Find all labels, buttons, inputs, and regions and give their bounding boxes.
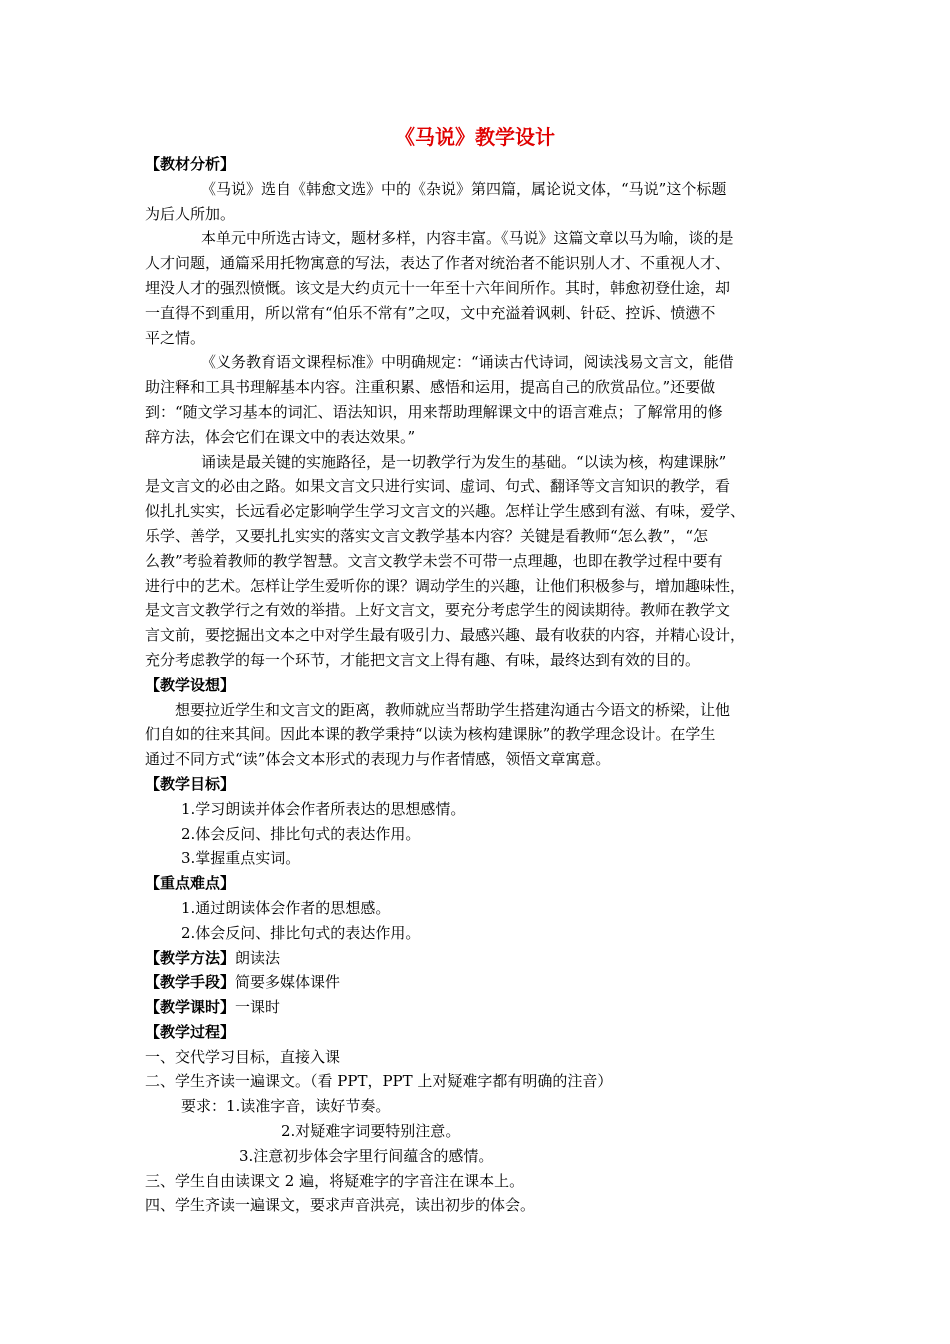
paragraph-line: 到：“随文学习基本的词汇、语法知识，用来帮助理解课文中的语言难点；了解常用的修 — [145, 402, 723, 421]
process-step: 二、学生齐读一遍课文。（看 PPT，PPT 上对疑难字都有明确的注音） — [145, 1072, 613, 1091]
paragraph-line: 是文言文的必由之路。如果文言文只进行实词、虚词、句式、翻译等文言知识的教学，看 — [145, 477, 731, 496]
section-heading-hours: 【教学课时】 — [145, 998, 236, 1017]
paragraph-line: 埋没人才的强烈愤慨。该文是大约贞元十一年至十六年间所作。其时，韩愈初登仕途，却 — [145, 278, 731, 297]
paragraph-line: 助注释和工具书理解基本内容。注重积累、感悟和运用，提高自己的欣赏品位。”还要做 — [145, 378, 716, 397]
list-item: 1.学习朗读并体会作者所表达的思想感情。 — [181, 799, 466, 818]
section-heading-goals: 【教学目标】 — [145, 774, 236, 793]
paragraph-line: 《义务教育语文课程标准》中明确规定：“诵读古代诗词，阅读浅易文言文，能借 — [201, 353, 734, 372]
section-heading-concept: 【教学设想】 — [145, 675, 236, 694]
hours-value: 一课时 — [235, 998, 281, 1017]
paragraph-line: 为后人所加。 — [145, 204, 236, 223]
list-item: 2.体会反问、排比句式的表达作用。 — [181, 824, 421, 843]
section-heading-key-points: 【重点难点】 — [145, 874, 236, 893]
paragraph-line: 人才问题，通篇采用托物寓意的写法，表达了作者对统治者不能识别人才、不重视人才、 — [145, 254, 731, 273]
paragraph-line: 进行中的艺术。怎样让学生爱听你的课？调动学生的兴趣，让他们积极参与，增加趣味性， — [145, 576, 746, 595]
process-requirement: 3.注意初步体会字里行间蕴含的感情。 — [239, 1146, 494, 1165]
paragraph-line: 《马说》选自《韩愈文选》中的《杂说》第四篇，属论说文体，“马说”这个标题 — [201, 179, 727, 198]
paragraph-line: 么教”考验着教师的教学智慧。文言文教学未尝不可带一点理趣，也即在教学过程中要有 — [145, 551, 723, 570]
section-heading-analysis: 【教材分析】 — [145, 155, 236, 173]
paragraph-line: 辞方法，体会它们在课文中的表达效果。” — [145, 427, 416, 446]
paragraph-line: 们自如的往来其间。因此本课的教学秉持“以读为核构建课脉”的教学理念设计。在学生 — [145, 725, 716, 744]
paragraph-line: 似扎扎实实，长远看必定影响学生学习文言文的兴趣。怎样让学生感到有滋、有味，爱学、 — [145, 502, 746, 521]
process-requirement: 要求：1.读准字音，读好节奏。 — [181, 1097, 391, 1116]
process-step: 三、学生自由读课文 2 遍，将疑难字的字音注在课本上。 — [145, 1171, 525, 1190]
paragraph-line: 平之情。 — [145, 328, 206, 347]
list-item: 2.体会反问、排比句式的表达作用。 — [181, 923, 421, 942]
section-method — [145, 946, 805, 971]
paragraph-line: 本单元中所选古诗文，题材多样，内容丰富。《马说》这篇文章以马为喻，谈的是 — [201, 229, 734, 248]
section-hours — [145, 995, 805, 1020]
section-heading-means: 【教学手段】 — [145, 973, 236, 992]
section-heading-process: 【教学过程】 — [145, 1022, 236, 1041]
section-heading-method: 【教学方法】 — [145, 948, 236, 967]
paragraph-line: 诵读是最关键的实施路径，是一切教学行为发生的基础。“以读为核，构建课脉” — [201, 452, 727, 471]
paragraph-line: 想要拉近学生和文言文的距离，教师就应当帮助学生搭建沟通古今语文的桥梁，让他 — [175, 700, 731, 719]
list-item: 3.掌握重点实词。 — [181, 849, 301, 868]
paragraph-line: 一直得不到重用，所以常有“伯乐不常有”之叹，文中充溢着讽刺、针砭、控诉、愤懑不 — [145, 303, 716, 322]
method-value: 朗读法 — [235, 948, 281, 967]
process-requirement: 2.对疑难字词要特别注意。 — [281, 1122, 461, 1141]
document-title: 《马说》教学设计 — [395, 125, 555, 149]
means-value: 简要多媒体课件 — [235, 973, 341, 992]
process-step: 四、学生齐读一遍课文，要求声音洪亮，读出初步的体会。 — [145, 1196, 536, 1215]
paragraph-line: 乐学、善学，又要扎扎实实的落实文言文教学基本内容？关键是看教师“怎么教”，“怎 — [145, 526, 709, 545]
paragraph-line: 通过不同方式“读”体会文本形式的表现力与作者情感，领悟文章寓意。 — [145, 750, 611, 769]
process-step: 一、交代学习目标，直接入课 — [145, 1047, 341, 1066]
paragraph-line: 言文前，要挖掘出文本之中对学生最有吸引力、最感兴趣、最有收获的内容，并精心设计， — [145, 626, 746, 645]
list-item: 1.通过朗读体会作者的思想感。 — [181, 898, 391, 917]
document-body — [145, 122, 805, 1218]
paragraph-line: 是文言文教学行之有效的举措。上好文言文，要充分考虑学生的阅读期待。教师在教学文 — [145, 601, 731, 620]
section-means — [145, 970, 805, 995]
paragraph-line: 充分考虑教学的每一个环节，才能把文言文上得有趣、有味，最终达到有效的目的。 — [145, 650, 701, 669]
